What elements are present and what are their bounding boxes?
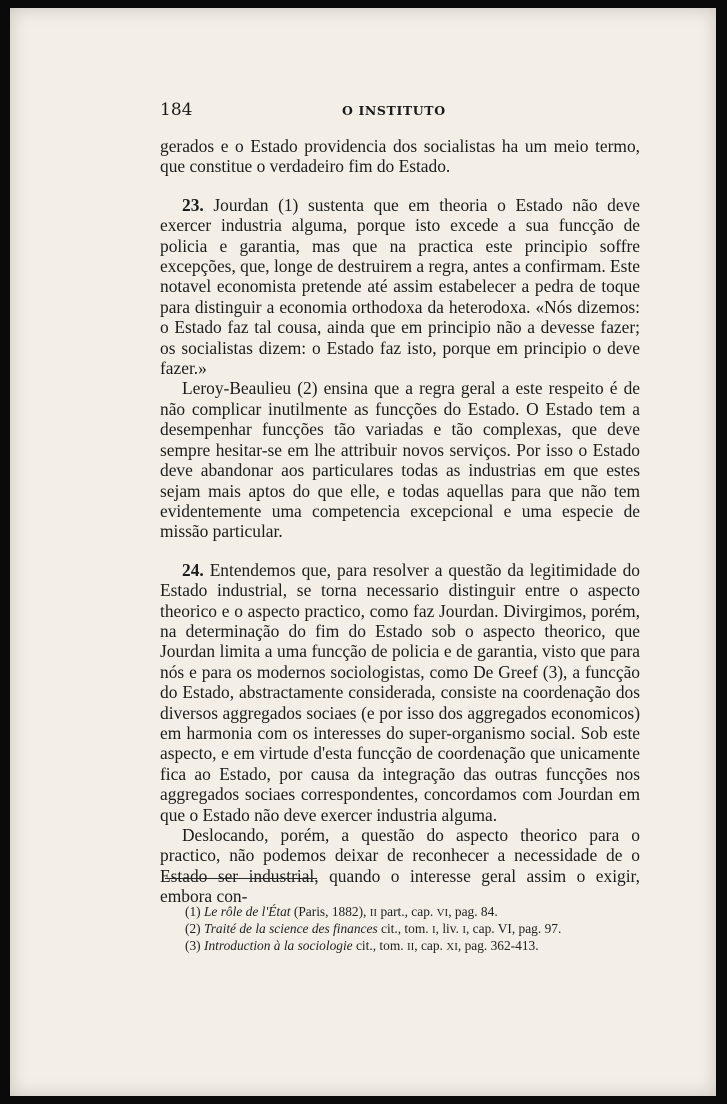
footnote-2 — [185, 921, 645, 938]
footnote-text: , pag. 362-413. — [457, 938, 539, 953]
footnote-marker: (2) — [185, 921, 201, 936]
footnote-divider — [165, 878, 317, 879]
body-text — [160, 136, 640, 907]
continuation-paragraph: gerados e o Estado providencia dos socialistas ha um meio termo, que constitue o verdadeiro fim do Estado. — [160, 136, 640, 177]
journal-title: O INSTITUTO — [342, 103, 446, 118]
footnote-title: Le rôle de l'État — [203, 904, 291, 919]
footnote-numeral: I — [431, 924, 436, 936]
footnote-numeral: XI — [446, 941, 458, 953]
footnote-numeral: I — [462, 924, 466, 936]
section-23-text: Jourdan (1) sustenta que em theoria o Estado não deve exercer industria alguma, porque isto excede a sua funcção de policia e garantia, mas que na practica este principio soffre excepções, que, longe de destruirem a regra, antes a confirmam. Este notavel economista pretende até assim estabelecer a pedra de toque para distinguir a economia orthodoxa da heterodoxa. «Nós dizemos: o Estado faz tal cousa, ainda que em principio não a devesse fazer; os socialistas dizem: o Estado faz isto, porque em principio o deve fazer.» — [160, 194, 640, 379]
section-23-number: 23. — [182, 194, 204, 215]
footnote-text: cit., tom. — [352, 938, 407, 953]
section-24-paragraph — [160, 560, 640, 825]
footnote-numeral: VI — [436, 907, 449, 919]
section-23-paragraph-2: Leroy-Beaulieu (2) ensina que a regra geral a este respeito é de não complicar inutilmente as funcções do Estado. O Estado tem a desempenhar funcções tão variadas e tão complexas, que deve sempre hesitar-se em lhe attribuir novos serviços. Por isso o Estado deve abandonar aos particulares todas as industrias em que estes sejam mais aptos do que elle, e todas aquellas para que não tem evidentemente uma competencia excepcional e uma especie de missão particular. — [160, 378, 640, 542]
page-number: 184 — [160, 100, 193, 120]
footnote-title: Traité de la science des finances — [203, 921, 378, 936]
footnote-marker: (1) — [185, 904, 201, 919]
section-24-text: Entendemos que, para resolver a questão da legitimidade do Estado industrial, se torna necessario distinguir entre o aspecto theorico e o aspecto practico, como faz Jourdan. Divirgimos, porém, na determinação do fim do Estado sob o aspecto theorico, que Jourdan limita a uma funcção de policia e de garantia, visto que para nós e para os modernos sociologistas, como De Greef (3), a funcção do Estado, abstractamente considerada, consiste na coordenação dos diversos aggregados sociaes (e por isso dos aggregados economicos) em harmonia com os interesses do super-organismo social. Sob este aspecto, e em virtude d'esta funcção de coordenação que unicamente fica ao Estado, por causa da integração das outras funcções nos aggregados sociaes correspondentes, concordamos com Jourdan em que o Estado não deve exercer industria alguma. — [160, 559, 640, 825]
book-page — [10, 8, 716, 1096]
footnote-text: , pag. 84. — [448, 904, 498, 919]
footnote-text: , cap. — [414, 938, 447, 953]
footnote-marker: (3) — [185, 938, 201, 953]
footnote-text: part., cap. — [377, 904, 437, 919]
section-23-paragraph — [160, 195, 640, 379]
footnote-1 — [185, 904, 645, 921]
footnotes — [185, 904, 645, 955]
footnote-numeral: II — [369, 907, 378, 919]
section-24-number: 24. — [182, 559, 204, 580]
section-24-paragraph-2: Deslocando, porém, a questão do aspecto theorico para o practico, não podemos deixar de reconhecer a necessidade de o Estado ser industrial, quando o interesse geral assim o exigir, embora con- — [160, 825, 640, 907]
footnote-text: (Paris, 1882), — [290, 904, 370, 919]
footnote-numeral: II — [406, 941, 415, 953]
footnote-text: cit., tom. — [377, 921, 432, 936]
footnote-3 — [185, 938, 645, 955]
running-head — [160, 100, 640, 122]
footnote-text: , liv. — [435, 921, 463, 936]
footnote-text: , cap. VI, pag. 97. — [465, 921, 562, 936]
footnote-title: Introduction à la sociologie — [203, 938, 353, 953]
